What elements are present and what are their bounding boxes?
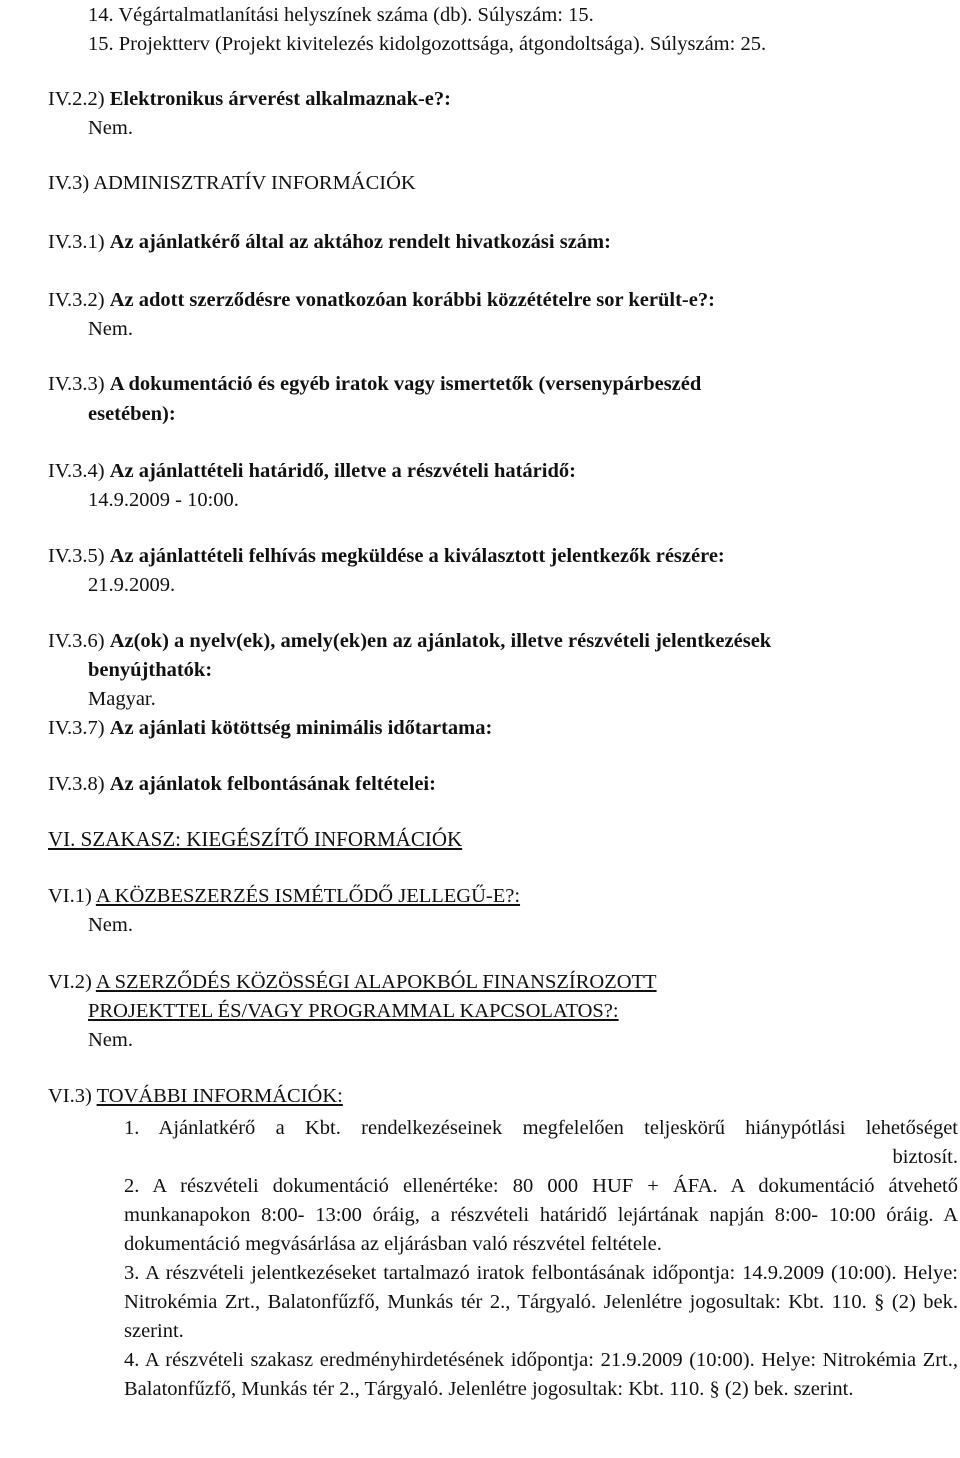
section-number: IV.2.2) bbox=[48, 88, 105, 110]
section-iv-3-6-value: Magyar. bbox=[88, 688, 156, 710]
section-number: IV.3.4) bbox=[48, 460, 105, 482]
section-title: A KÖZBESZERZÉS ISMÉTLŐDŐ JELLEGŰ-E?: bbox=[95, 885, 521, 907]
section-number: IV.3.8) bbox=[48, 773, 105, 795]
section-iv-3-7-heading bbox=[48, 717, 492, 740]
section-vi-3-heading bbox=[48, 1085, 343, 1108]
section-number: IV.3) bbox=[48, 172, 90, 194]
section-iv-3-2-heading bbox=[48, 289, 715, 312]
section-iv-3-5-heading bbox=[48, 545, 725, 568]
section-number: IV.3.1) bbox=[48, 231, 105, 253]
additional-info-item-1-line-2: biztosít. bbox=[892, 1146, 958, 1168]
section-vi-2-title-cont: PROJEKTTEL ÉS/VAGY PROGRAMMAL KAPCSOLATOS?: bbox=[88, 1000, 619, 1022]
section-title: TOVÁBBI INFORMÁCIÓK: bbox=[96, 1085, 343, 1107]
section-number: IV.3.6) bbox=[48, 630, 105, 652]
section-iv-3-5-value: 21.9.2009. bbox=[88, 574, 176, 596]
list-item-14: 14. Végártalmatlanítási helyszínek száma (db). Súlyszám: 15. bbox=[88, 4, 594, 26]
section-title: A SZERZŐDÉS KÖZÖSSÉGI ALAPOKBÓL FINANSZÍROZOTT bbox=[95, 971, 657, 993]
section-vi-2-value: Nem. bbox=[88, 1029, 133, 1051]
section-title: Az(ok) a nyelv(ek), amely(ek)en az ajánlatok, illetve részvételi jelentkezések bbox=[109, 630, 772, 652]
section-iv-3-4-value: 14.9.2009 - 10:00. bbox=[88, 489, 239, 511]
section-iv-3-6-heading bbox=[48, 630, 771, 653]
section-iv-3-4-heading bbox=[48, 460, 576, 483]
additional-info-item-3: 3. A részvételi jelentkezéseket tartalmazó iratok felbontásának időpontja: 14.9.2009 (10:00). Helye: Nitrokémia Zrt., Balatonfűzfő, Munkás tér 2., Tárgyaló. Jelenlétre jogosultak: Kbt. 110. § (2) bek. szerint. bbox=[124, 1262, 958, 1342]
section-title: Az ajánlati kötöttség minimális időtartama: bbox=[109, 717, 493, 739]
section-title: Az ajánlattételi határidő, illetve a részvételi határidő: bbox=[109, 460, 576, 482]
section-title: Elektronikus árverést alkalmaznak-e?: bbox=[109, 88, 451, 110]
section-title: Az adott szerződésre vonatkozóan korábbi közzétételre sor került-e?: bbox=[109, 289, 715, 311]
section-iv-3-6-title-cont: benyújthatók: bbox=[88, 659, 213, 681]
section-iv-2-2-value: Nem. bbox=[88, 117, 133, 139]
section-title: Az ajánlatkérő által az aktához rendelt hivatkozási szám: bbox=[109, 231, 611, 253]
list-item-15: 15. Projektterv (Projekt kivitelezés kidolgozottsága, átgondoltsága). Súlyszám: 25. bbox=[88, 33, 767, 55]
section-iv-3-heading bbox=[48, 172, 416, 195]
additional-info-item-1-line-1: 1. Ajánlatkérő a Kbt. rendelkezéseinek megfelelően teljeskörű hiánypótlási lehetőséget bbox=[124, 1117, 958, 1139]
section-number: IV.3.3) bbox=[48, 373, 105, 395]
section-number: IV.3.7) bbox=[48, 717, 105, 739]
additional-info-item-2: 2. A részvételi dokumentáció ellenértéke: 80 000 HUF + ÁFA. A dokumentáció átvehető munkanapokon 8:00- 13:00 óráig, a részvételi határidő lejártának napján 8:00- 10:00 óráig. A dokumentáció megvásárlása az eljárásban való részvétel feltétele. bbox=[124, 1175, 958, 1255]
section-vi-title: VI. SZAKASZ: KIEGÉSZÍTŐ INFORMÁCIÓK bbox=[48, 827, 463, 851]
section-iv-3-2-value: Nem. bbox=[88, 318, 133, 340]
section-iv-3-1-heading bbox=[48, 231, 611, 254]
section-number: IV.3.2) bbox=[48, 289, 105, 311]
additional-info-item-4: 4. A részvételi szakasz eredményhirdetésének időpontja: 21.9.2009 (10:00). Helye: Nitrokémia Zrt., Balatonfűzfő, Munkás tér 2., Tárgyaló. Jelenlétre jogosultak: Kbt. 110. § (2) bek. szerint. bbox=[124, 1349, 958, 1400]
section-vi-1-value: Nem. bbox=[88, 914, 133, 936]
section-number: VI.3) bbox=[48, 1085, 92, 1107]
additional-info-body bbox=[124, 1114, 958, 1404]
section-iv-3-3-title-cont: esetében): bbox=[88, 403, 176, 425]
section-iv-2-2-heading bbox=[48, 88, 451, 111]
section-title: Az ajánlattételi felhívás megküldése a kiválasztott jelentkezők részére: bbox=[109, 545, 725, 567]
section-number: VI.2) bbox=[48, 971, 92, 993]
section-title: Az ajánlatok felbontásának feltételei: bbox=[109, 773, 436, 795]
section-title: A dokumentáció és egyéb iratok vagy ismertetők (versenypárbeszéd bbox=[109, 373, 702, 395]
section-vi-1-heading bbox=[48, 885, 520, 908]
section-number: VI.1) bbox=[48, 885, 92, 907]
section-iv-3-8-heading bbox=[48, 773, 436, 796]
section-iv-3-3-heading bbox=[48, 373, 701, 396]
section-vi-2-heading bbox=[48, 971, 657, 994]
section-number: IV.3.5) bbox=[48, 545, 105, 567]
section-title: ADMINISZTRATÍV INFORMÁCIÓK bbox=[93, 172, 416, 194]
